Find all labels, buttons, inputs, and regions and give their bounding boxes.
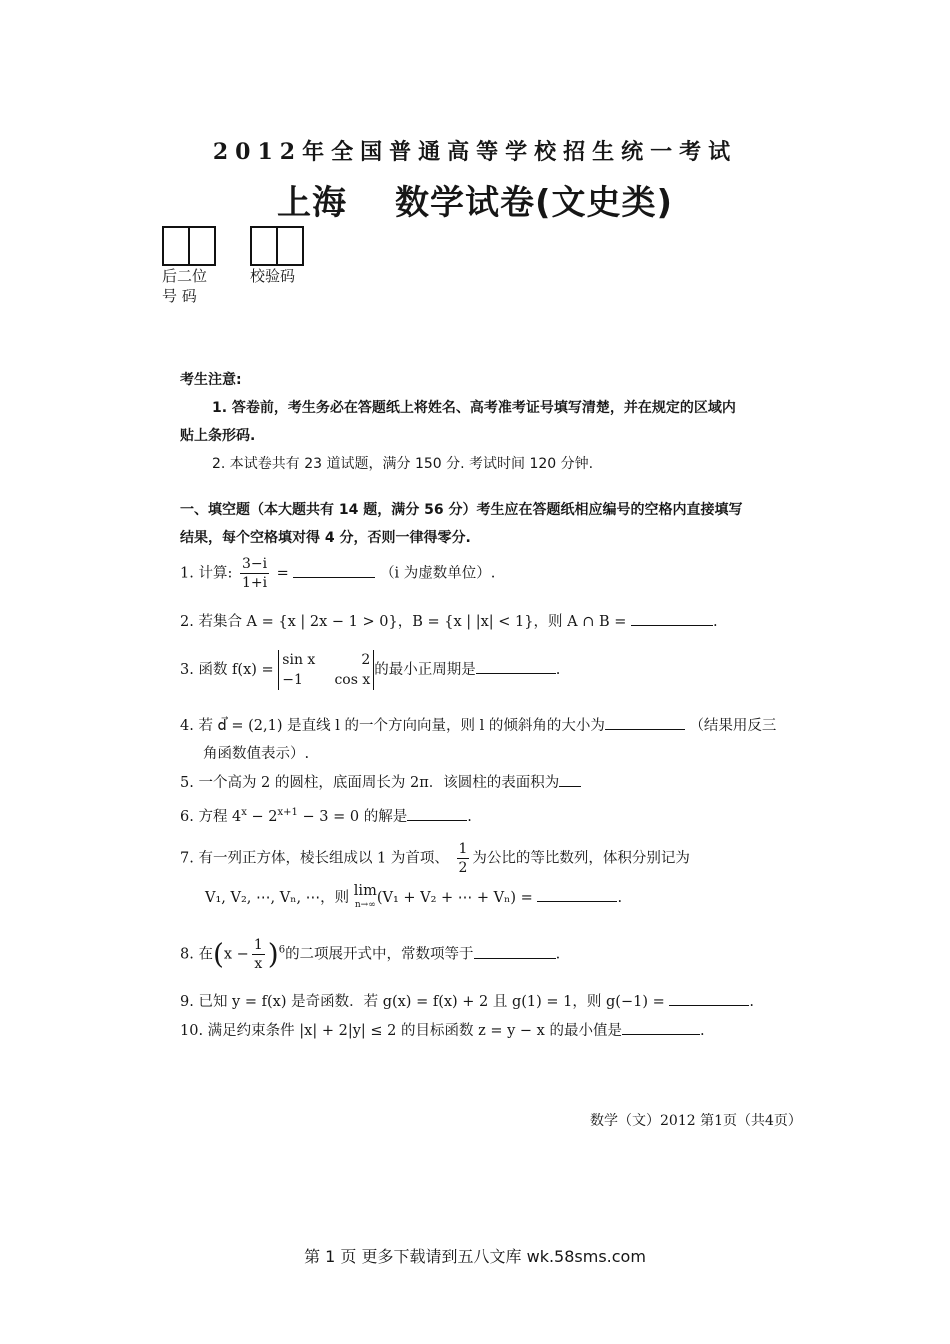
paper-title-place: 上海 (276, 183, 347, 223)
answer-blank-8[interactable] (474, 944, 556, 959)
q8-fraction: $\frac{1}{x}$ (253, 937, 263, 972)
question-1: 1. 计算: $\frac{3-i}{1+i}$ = （i 为虚数单位）. (180, 556, 496, 591)
notice-heading: 考生注意: (180, 372, 242, 388)
answer-blank-5[interactable] (559, 772, 581, 787)
answer-blank-6[interactable] (407, 806, 467, 821)
notice-item-2: 2. 本试卷共有 23 道试题，满分 150 分. 考试时间 120 分钟. (212, 456, 594, 472)
check-digit-box-2 (278, 226, 304, 266)
section-1-heading: 一、填空题（本大题共有 14 题，满分 56 分）考生应在答题纸相应编号的空格内直接填写 (180, 502, 743, 518)
answer-blank-10[interactable] (622, 1020, 700, 1035)
section-1-heading-cont: 结果，每个空格填对得 4 分，否则一律得零分. (180, 530, 471, 546)
notice-item-1: 1. 答卷前，考生务必在答题纸上将姓名、高考准考证号填写清楚，并在规定的区域内 (212, 400, 736, 416)
download-notice: 第 1 页 更多下载请到五八文库 wk.58sms.com (304, 1247, 646, 1266)
question-10: 10. 满足约束条件 |x| + 2|y| ≤ 2 的目标函数 z = y − x 的最小值是 . (180, 1019, 705, 1043)
answer-blank-3[interactable] (476, 659, 556, 674)
paper-title-subject: 数学试卷(文史类) (394, 183, 674, 223)
answer-blank-1[interactable] (293, 563, 375, 578)
q1-fraction: $\frac{3-i}{1+i}$ (241, 556, 268, 591)
question-8: 8. 在(x − $\frac{1}{x}$ )$^6$的二项展开式中，常数项等于 . (180, 937, 561, 972)
paper-title (0, 175, 950, 224)
page-footer: 数学（文）2012 第1页（共4页） (590, 1113, 802, 1129)
question-7: 7. 有一列正方体，棱长组成以 1 为首项、 $\frac{1}{2}$ 为公比的等比数列，体积分别记为 (180, 841, 690, 876)
question-2: 2. 若集合 A = {x | 2x − 1 > 0}，B = {x | |x| < 1}，则 A ∩ B = . (180, 610, 718, 634)
question-3: 3. 函数 f(x) = sin x 2 −1 cos x 的最小正周期是 . (180, 652, 561, 688)
q7-limit: lim n→∞ (353, 883, 377, 910)
answer-blank-2[interactable] (631, 611, 713, 626)
id-last-two-label: 后二位 号 码 (162, 267, 208, 305)
id-digit-box-2 (190, 226, 216, 266)
answer-blank-7[interactable] (537, 887, 617, 902)
question-6: 6. 方程 $4^x - 2^{x+1} - 3 = 0$ 的解是 . (180, 807, 472, 825)
check-digit-box-1 (250, 226, 278, 266)
answer-blank-4[interactable] (605, 715, 685, 730)
q3-determinant: sin x 2 −1 cos x (278, 650, 374, 690)
id-digit-box-1 (162, 226, 190, 266)
question-7-cont: V₁, V₂, ⋯, Vₙ, ⋯，则 lim n→∞ (V₁ + V₂ + ⋯ + Vₙ) = . (205, 883, 623, 910)
id-last-two-boxes (162, 226, 216, 266)
q7-fraction: $\frac{1}{2}$ (458, 841, 468, 876)
notice-item-1-cont: 贴上条形码. (180, 428, 256, 444)
question-9: 9. 已知 y = f(x) 是奇函数．若 g(x) = f(x) + 2 且 g(1) = 1，则 g(−1) = . (180, 990, 754, 1014)
check-code-label: 校验码 (250, 267, 296, 285)
check-code-boxes (250, 226, 304, 266)
exam-title: 2012年全国普通高等学校招生统一考试 (212, 139, 738, 165)
answer-blank-9[interactable] (669, 991, 749, 1006)
question-5: 5. 一个高为 2 的圆柱，底面周长为 2π．该圆柱的表面积为 (180, 771, 581, 795)
question-4: 4. 若 d⃗ = (2,1) 是直线 l 的一个方向向量，则 l 的倾斜角的大小为 （结果用反三 (180, 714, 776, 738)
question-4-cont: 角函数值表示）. (203, 746, 310, 762)
